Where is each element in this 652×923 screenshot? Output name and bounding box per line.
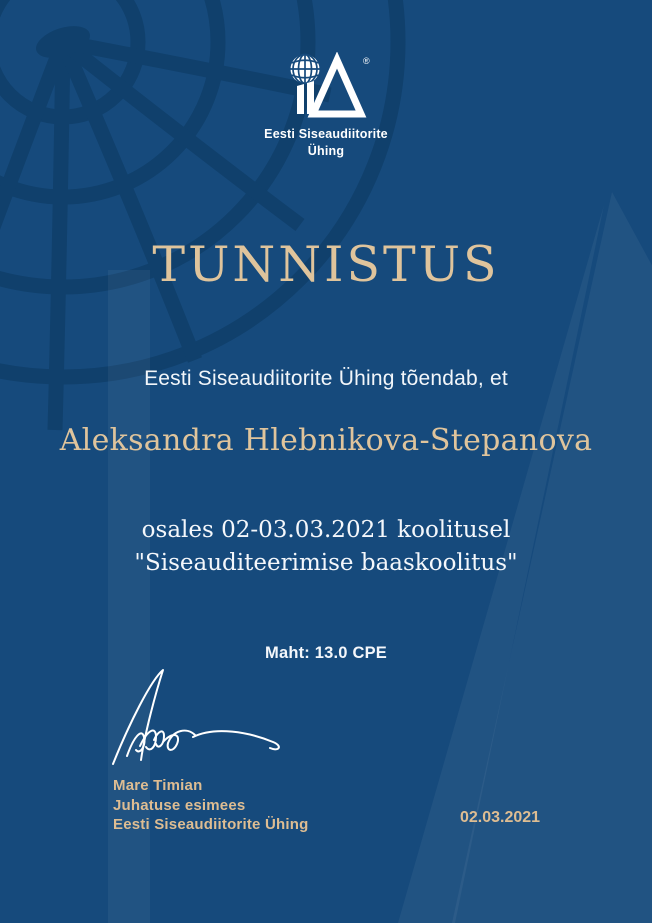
- org-logo: [0, 52, 652, 158]
- certificate-title: TUNNISTUS: [152, 236, 500, 293]
- logo-org-line1: Eesti Siseaudiitorite: [264, 127, 388, 141]
- signature-handwriting: [103, 666, 303, 766]
- signer-role: Juhatuse esimees: [113, 796, 246, 814]
- course-info: [0, 514, 652, 580]
- course-line1: osales 02-03.03.2021 koolitusel: [141, 517, 511, 543]
- registered-mark: ®: [363, 56, 370, 66]
- intro-line: Eesti Siseaudiitorite Ühing tõendab, et: [144, 367, 508, 390]
- course-line2: "Siseauditeerimise baaskoolitus": [134, 550, 518, 576]
- signer-org: Eesti Siseaudiitorite Ühing: [113, 816, 309, 833]
- signer-block: [113, 776, 308, 835]
- signer-name: Mare Timian: [113, 777, 203, 794]
- iia-logo-icon: [271, 52, 381, 124]
- logo-org-line2: Ühing: [307, 144, 345, 158]
- recipient-name: Aleksandra Hlebnikova-Stepanova: [59, 423, 593, 458]
- volume-cpe: Maht: 13.0 CPE: [265, 644, 387, 662]
- certificate-date: 02.03.2021: [460, 809, 541, 826]
